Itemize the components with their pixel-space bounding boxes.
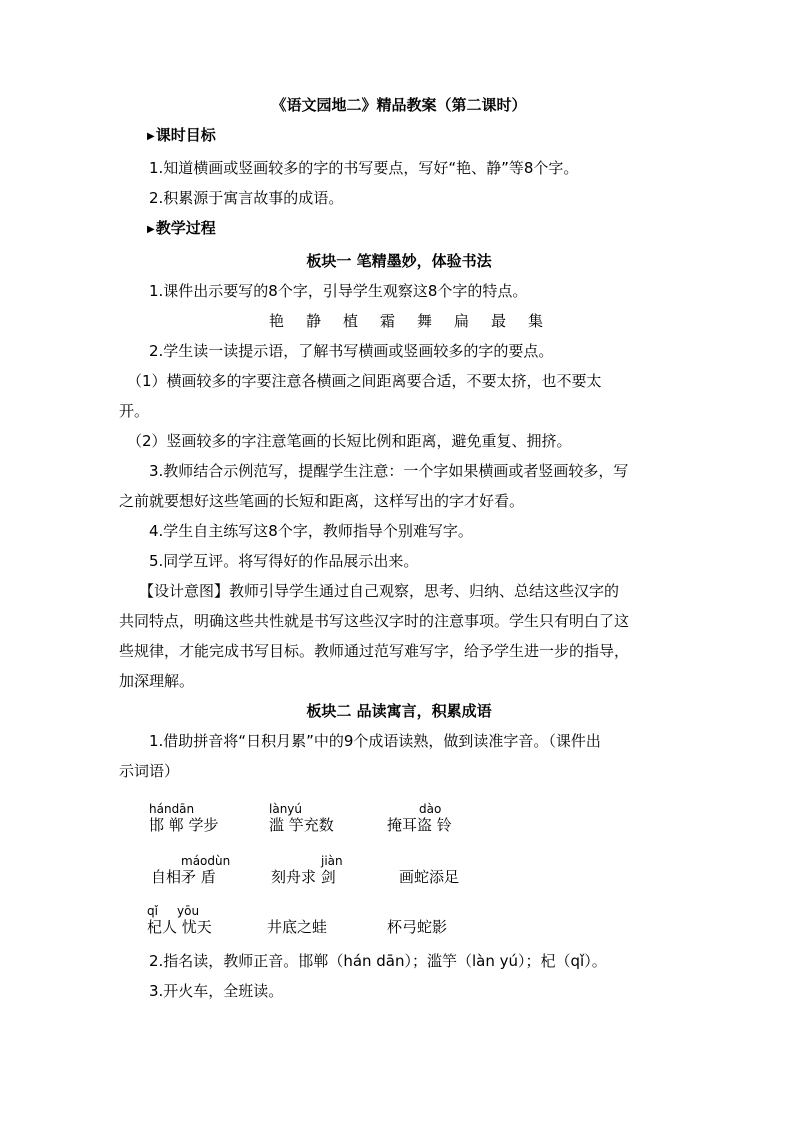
idiom-text: 杯弓蛇影 [387, 918, 448, 936]
idiom-row [119, 838, 679, 888]
block2-title: 板块二 品读寓言，积累成语 [306, 702, 492, 720]
practice-character: 最 [491, 312, 507, 330]
triangle-bullet-icon: ▶ [147, 224, 155, 235]
practice-character: 霜 [379, 312, 395, 330]
idiom-text: 自相矛 盾 [151, 868, 216, 886]
block1-step3: 3.教师结合示例范写，提醒学生注意：一个字如果横画或者竖画较多，写 [149, 462, 629, 480]
document-title: 《语文园地二》精品教案（第二课时） [271, 96, 527, 114]
triangle-bullet-icon: ▶ [147, 131, 155, 142]
block1-step2: 2.学生读一读提示语，了解书写横画或竖画较多的字的要点。 [149, 342, 554, 360]
idiom-item [149, 802, 219, 836]
idiom-text: 刻舟求 剑 [271, 868, 336, 886]
practice-character: 集 [528, 312, 544, 330]
idiom-pinyin: hándān [149, 802, 195, 816]
idiom-text: 井底之蛙 [267, 918, 328, 936]
block1-tip1: （1）横画较多的字要注意各横画之间距离要合适，不要太挤，也不要太 [127, 372, 602, 390]
practice-characters [119, 306, 679, 336]
block1-title: 板块一 笔精墨妙，体验书法 [306, 252, 492, 270]
design-intent-cont: 些规律，才能完成书写目标。教师通过范写难写字，给予学生进一步的指导， [119, 642, 630, 660]
idiom-item [387, 802, 452, 836]
section-heading-label: 课时目标 [155, 126, 216, 144]
practice-character: 植 [342, 312, 358, 330]
practice-character: 扁 [454, 312, 470, 330]
idiom-pinyin: jiàn [321, 854, 343, 868]
block1-step5: 5.同学互评。将写得好的作品展示出来。 [149, 552, 419, 570]
idiom-row [119, 786, 679, 836]
idiom-item [147, 904, 212, 938]
practice-character: 舞 [417, 312, 433, 330]
goal-item: 2.积累源于寓言故事的成语。 [149, 189, 344, 207]
idiom-item [271, 854, 343, 888]
design-intent: 【设计意图】教师引导学生通过自己观察，思考、归纳、总结这些汉字的 [139, 582, 620, 600]
idiom-pinyin: qǐ [147, 904, 158, 918]
block2-step1: 1.借助拼音将“日积月累”中的9个成语读熟，做到读准字音。（课件出 [149, 732, 601, 750]
idiom-item [399, 866, 459, 888]
idiom-item [267, 916, 327, 938]
idiom-text: 画蛇添足 [399, 868, 460, 886]
design-intent-cont: 共同特点，明确这些共性就是书写这些汉字时的注意事项。学生只有明白了这 [119, 612, 630, 630]
block2-step2: 2.指名读，教师正音。邯郸（hán dān）；滥竽（làn yú）；杞（qǐ）。 [149, 952, 607, 970]
block1-step1: 1.课件出示要写的8个字，引导学生观察这8个字的特点。 [149, 282, 528, 300]
block1-step4: 4.学生自主练写这8个字，教师指导个别难写字。 [149, 522, 473, 540]
document-body [119, 92, 679, 1006]
idiom-item [269, 802, 334, 836]
idiom-text: 杞人 忧天 [147, 918, 212, 936]
idiom-row [119, 888, 679, 938]
idiom-grid [119, 786, 679, 946]
goal-item: 1.知道横画或竖画较多的字的书写要点，写好“艳、静”等8个字。 [149, 159, 579, 177]
section-heading-goals [147, 120, 679, 153]
idiom-pinyin: máodùn [181, 854, 231, 868]
idiom-item [151, 854, 231, 888]
block2-step3: 3.开火车，全班读。 [149, 982, 284, 1000]
practice-character: 艳 [268, 312, 284, 330]
block1-tip2: （2）竖画较多的字注意笔画的长短比例和距离，避免重复、拥挤。 [127, 432, 572, 450]
block1-tip1-cont: 开。 [119, 402, 150, 420]
idiom-text: 邯 郸 学步 [149, 816, 219, 834]
idiom-text: 滥 竽充数 [269, 816, 334, 834]
block1-step3-cont: 之前就要想好这些笔画的长短和距离，这样写出的字才好看。 [119, 492, 525, 510]
idiom-pinyin: yōu [177, 904, 200, 918]
idiom-item [387, 916, 447, 938]
block2-step1-cont: 示词语） [119, 762, 180, 780]
section-heading-process [147, 213, 679, 246]
idiom-pinyin: dào [419, 802, 442, 816]
design-intent-cont: 加深理解。 [119, 672, 195, 690]
idiom-text: 掩耳盗 铃 [387, 816, 452, 834]
idiom-pinyin: lànyú [269, 802, 302, 816]
section-heading-label: 教学过程 [155, 219, 216, 237]
practice-character: 静 [305, 312, 321, 330]
